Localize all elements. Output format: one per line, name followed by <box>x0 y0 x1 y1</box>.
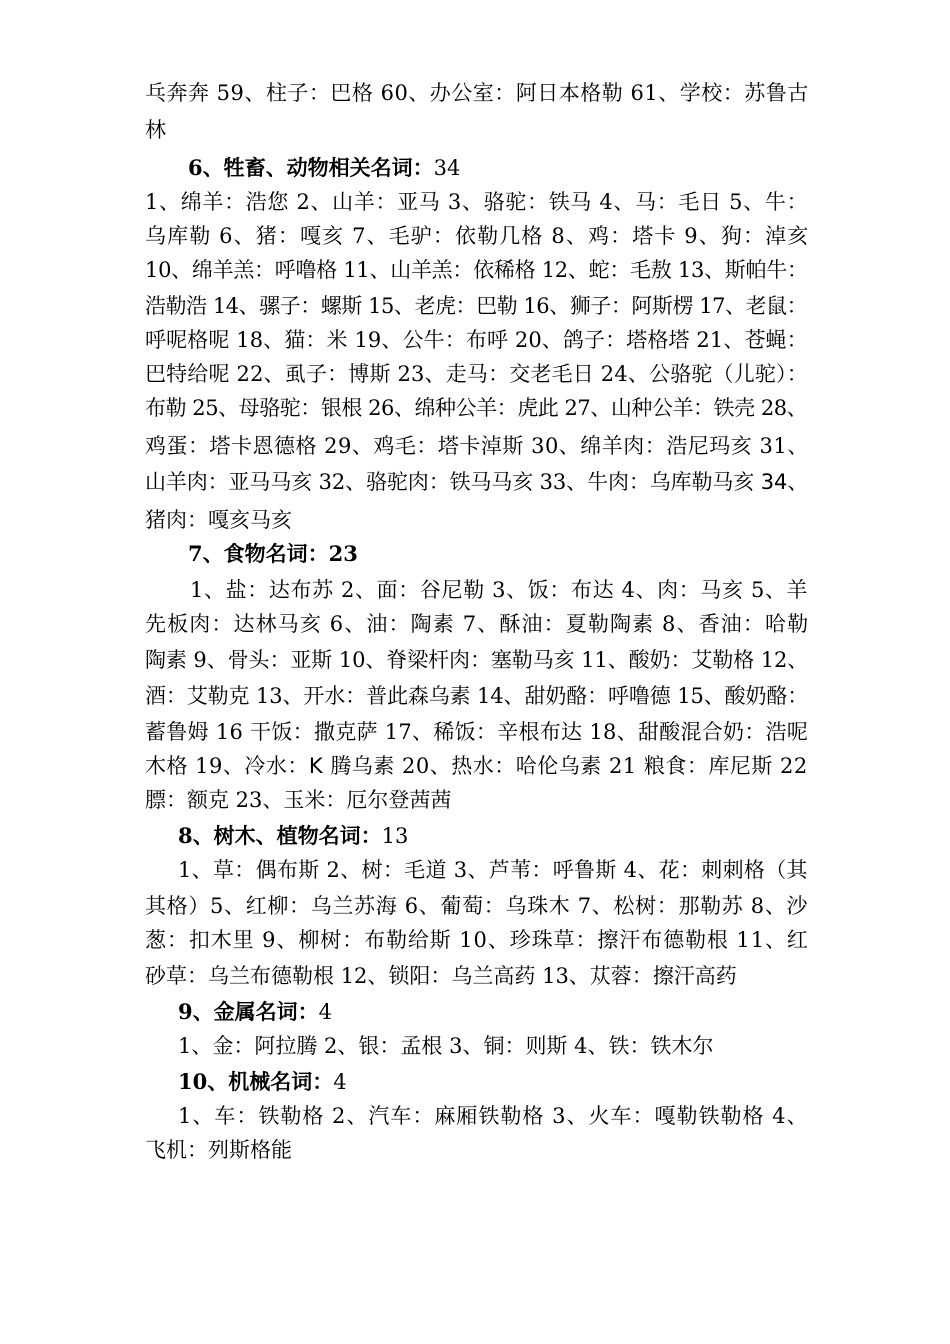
label-text: 7、松树： <box>570 894 679 918</box>
section-heading <box>188 150 460 186</box>
label-text: 3、铜： <box>442 1034 526 1058</box>
label-text: 3、饭： <box>484 578 571 602</box>
label-text: 2、汽车： <box>324 1104 435 1128</box>
transliteration-text: 毛敖 <box>630 258 672 282</box>
transliteration-text: 则斯 <box>525 1034 568 1058</box>
transliteration-text: 厄尔登茜茜 <box>346 788 452 812</box>
transliteration-text: 林 <box>145 118 166 142</box>
transliteration-text: 塔卡恩德格 <box>209 434 317 458</box>
transliteration-text: 达林马亥 <box>233 612 322 636</box>
label-text: 9、柳树： <box>254 928 365 952</box>
heading-text: 9、金属名词： <box>178 999 319 1024</box>
transliteration-text: 普此森乌素 <box>366 684 471 708</box>
transliteration-text: 布勒给斯 <box>364 928 452 952</box>
heading-text: 10、机械名词： <box>178 1069 334 1094</box>
transliteration-text: 呼鲁斯 <box>552 858 617 882</box>
transliteration-text: 铁马马亥 <box>449 470 534 494</box>
label-text: 16 干饭： <box>208 720 314 744</box>
transliteration-text: 陶素 <box>410 612 455 636</box>
transliteration-text: 亚马马亥 <box>228 470 313 494</box>
transliteration-text: 辛根布达 <box>497 720 583 744</box>
transliteration-text: 孟根 <box>400 1034 443 1058</box>
transliteration-text: 博斯 <box>348 362 391 386</box>
transliteration-text: 乌库勒马亥 34、 <box>649 470 809 494</box>
heading-text: 8、树木、植物名词： <box>178 823 382 848</box>
transliteration-text: 谷尼勒 <box>419 578 485 602</box>
label-text: 10、珍珠草： <box>451 928 598 952</box>
transliteration-text: 麻厢铁勒格 <box>434 1104 545 1128</box>
label-text: 27、山种公羊： <box>558 396 714 420</box>
text-line <box>145 922 809 958</box>
transliteration-text: 乓奔奔 <box>145 81 210 105</box>
section-heading <box>178 994 332 1030</box>
transliteration-text: 布达 <box>570 578 615 602</box>
transliteration-text: 布呼 <box>465 328 509 352</box>
label-text: 19、冷水： <box>188 754 309 778</box>
text-line <box>145 112 166 148</box>
count-text: 4 <box>333 1070 347 1094</box>
transliteration-text: 扣木里 <box>188 928 255 952</box>
label-text: 10、脊梁杆肉： <box>332 648 491 672</box>
label-text: 2、树： <box>319 858 405 882</box>
label-text: 61、学校： <box>623 81 745 105</box>
transliteration-text: 阿斯楞 <box>631 294 693 318</box>
label-text: 11、山羊羔： <box>336 258 474 282</box>
label-text: 59、柱子： <box>209 81 331 105</box>
label-text: 6、猪： <box>211 224 301 248</box>
label-text: 7、毛驴： <box>344 224 456 248</box>
label-text: 酒： <box>145 684 187 708</box>
transliteration-text: 蓄鲁姆 <box>145 720 209 744</box>
label-text: 11、酸奶： <box>574 648 692 672</box>
transliteration-text: 巴格 <box>330 81 374 105</box>
section-heading <box>178 818 408 854</box>
label-text: 4、铁： <box>567 1034 651 1058</box>
transliteration-text: 呼噜德 <box>607 684 671 708</box>
transliteration-text: 夏勒陶素 <box>565 612 655 636</box>
text-line <box>145 782 451 818</box>
label-text: 18、甜酸混合奶： <box>582 720 766 744</box>
label-text: 9、骨头： <box>186 648 291 672</box>
transliteration-text: 撒克萨 <box>313 720 378 744</box>
text-line <box>145 678 808 714</box>
transliteration-text: 库尼斯 <box>708 754 773 778</box>
text-line <box>145 322 808 358</box>
label-text: 19、公牛： <box>347 328 466 352</box>
label-text: 21、苍蝇： <box>689 328 808 352</box>
transliteration-text: 额克 <box>187 788 229 812</box>
text-line <box>145 428 809 464</box>
transliteration-text: 偶布斯 <box>255 858 320 882</box>
transliteration-text: 巴特给呢 <box>145 362 230 386</box>
transliteration-text: 嘎勒铁勒格 <box>654 1104 765 1128</box>
label-text: 4、 <box>764 1104 809 1128</box>
label-text: 5、羊 <box>743 578 809 602</box>
count-text: 34 <box>433 156 461 180</box>
heading-text: 6、牲畜、动物相关名词： <box>188 155 434 180</box>
transliteration-text: 亚马 <box>397 190 441 214</box>
text-line <box>178 1098 809 1134</box>
text-line <box>145 606 809 642</box>
transliteration-text: 哈伦乌素 <box>515 754 602 778</box>
label-text: 6、油： <box>322 612 411 636</box>
transliteration-text: 塔格塔 <box>626 328 690 352</box>
label-text: 21 粮食： <box>601 754 709 778</box>
transliteration-text: 铁木尔 <box>650 1034 714 1058</box>
transliteration-text: K 腾乌素 <box>308 754 403 778</box>
transliteration-text: 巴勒 <box>476 294 518 318</box>
section-heading <box>178 1064 347 1100</box>
label-text: 11、红 <box>728 928 809 952</box>
text-line <box>145 252 808 288</box>
label-text: 22 <box>772 754 808 778</box>
label-text: 20、热水： <box>402 754 516 778</box>
label-text: 26、绵种公羊： <box>361 396 518 420</box>
label-text: 16、狮子： <box>517 294 632 318</box>
text-line <box>145 218 809 254</box>
transliteration-text: 米 <box>326 328 348 352</box>
label-text: 1、草： <box>178 858 256 882</box>
text-line <box>145 184 808 220</box>
text-line <box>145 75 809 111</box>
text-line <box>178 852 808 888</box>
label-text: 25、母骆驼： <box>186 396 321 420</box>
transliteration-text: 塔卡淖斯 <box>437 434 524 458</box>
label-text: 鸡蛋： <box>145 434 210 458</box>
transliteration-text: 其格） <box>145 894 210 918</box>
transliteration-text: 银根 <box>320 396 362 420</box>
transliteration-text: 铁马 <box>548 190 593 214</box>
transliteration-text: 木格 <box>145 754 188 778</box>
label-text: 30、绵羊肉： <box>523 434 667 458</box>
transliteration-text: 那勒苏 <box>678 894 744 918</box>
text-line <box>190 572 808 608</box>
label-text: 7、酥油： <box>454 612 566 636</box>
transliteration-text: 浩您 <box>245 190 290 214</box>
transliteration-text: 呼呢格呢 <box>145 328 230 352</box>
label-text: 猪肉： <box>145 508 208 532</box>
label-text: 2、山羊： <box>289 190 398 214</box>
transliteration-text: 擦汗高药 <box>652 964 737 988</box>
label-text: 33、牛肉： <box>533 470 650 494</box>
label-text: 22、虱子： <box>229 362 349 386</box>
transliteration-text: 亚斯 <box>290 648 333 672</box>
label-text: 4、肉： <box>614 578 701 602</box>
transliteration-text: 呼噜格 <box>274 258 337 282</box>
label-text: 17、稀饭： <box>377 720 498 744</box>
transliteration-text: 苏鲁古 <box>744 81 809 105</box>
label-text: 3、芦苇： <box>446 858 553 882</box>
text-line <box>178 1028 714 1064</box>
transliteration-text: 哈勒 <box>765 612 810 636</box>
transliteration-text: 阿日本格勒 <box>515 81 624 105</box>
transliteration-text: 艾勒格 <box>691 648 755 672</box>
transliteration-text: 依稀格 <box>473 258 536 282</box>
text-line <box>145 464 808 500</box>
transliteration-text: 嘎亥马亥 <box>208 508 292 532</box>
transliteration-text: 铁壳 <box>713 396 755 420</box>
count-text: 13 <box>381 824 409 848</box>
count-text: 23 <box>328 541 358 566</box>
transliteration-text: 淖亥 <box>765 224 810 248</box>
transliteration-text: 乌兰高药 <box>451 964 536 988</box>
transliteration-text: 乌珠木 <box>505 894 571 918</box>
label-text: 12、锁阳： <box>334 964 452 988</box>
count-text: 4 <box>318 1000 332 1024</box>
transliteration-text: 阿拉腾 <box>254 1034 318 1058</box>
text-line <box>145 356 808 392</box>
label-text: 20、鸽子： <box>508 328 627 352</box>
label-text: 1、盐： <box>190 578 269 602</box>
transliteration-text: 布勒 <box>145 396 187 420</box>
label-text: 8、沙 <box>743 894 809 918</box>
transliteration-text: 毛道 <box>404 858 447 882</box>
text-line <box>145 390 807 426</box>
label-text: 8、香油： <box>654 612 766 636</box>
label-text: 山羊肉： <box>145 470 229 494</box>
transliteration-text: 浩尼玛亥 <box>666 434 753 458</box>
label-text: 2、面： <box>333 578 420 602</box>
transliteration-text: 交老毛日 <box>509 362 594 386</box>
label-text: 29、鸡毛： <box>317 434 438 458</box>
transliteration-text: 艾勒克 <box>186 684 250 708</box>
label-text: 3、火车： <box>544 1104 655 1128</box>
label-text: 9、狗： <box>676 224 766 248</box>
transliteration-text: 乌兰苏海 <box>310 894 398 918</box>
label-text: 13、苁蓉： <box>535 964 653 988</box>
transliteration-text: 塔卡 <box>632 224 677 248</box>
text-line <box>145 958 737 994</box>
text-line <box>145 748 808 784</box>
label-text: 23、玉米： <box>229 788 347 812</box>
label-text: 8、鸡： <box>543 224 633 248</box>
transliteration-text: 螺斯 <box>320 294 362 318</box>
label-text: 膘： <box>145 788 187 812</box>
label-text: 18、猫： <box>229 328 327 352</box>
label-text: 3、骆驼： <box>440 190 549 214</box>
label-text: 4、花： <box>616 858 702 882</box>
text-line <box>145 288 807 324</box>
label-text: 60、办公室： <box>373 81 516 105</box>
label-text: 6、葡萄： <box>397 894 506 918</box>
transliteration-text: 马亥 <box>700 578 744 602</box>
label-text: 5、红柳： <box>210 894 311 918</box>
text-line <box>145 714 808 750</box>
transliteration-text: 塞勒马亥 <box>490 648 575 672</box>
label-text: 10、绵羊羔： <box>145 258 275 282</box>
section-heading <box>188 536 358 572</box>
heading-text: 7、食物名词： <box>188 541 329 566</box>
label-text: 1、车： <box>178 1104 259 1128</box>
transliteration-text: 嘎亥 <box>300 224 345 248</box>
transliteration-text: 陶素 <box>145 648 187 672</box>
transliteration-text: 擦汗布德勒根 <box>597 928 729 952</box>
label-text: 砂草： <box>145 964 208 988</box>
label-text: 4、马： <box>592 190 679 214</box>
transliteration-text: 虎此 <box>517 396 559 420</box>
transliteration-text: 浩呢 <box>765 720 809 744</box>
transliteration-text: 刺刺格（其 <box>701 858 808 882</box>
transliteration-text: 达布苏 <box>268 578 334 602</box>
transliteration-text: 依勒几格 <box>455 224 544 248</box>
label-text: 2、银： <box>317 1034 401 1058</box>
label-text: 17、老鼠： <box>693 294 808 318</box>
label-text: 24、公骆驼（儿驼）： <box>593 362 808 386</box>
transliteration-text: 铁勒格 <box>258 1104 325 1128</box>
label-text: 14、骡子： <box>206 294 321 318</box>
text-line <box>145 642 808 678</box>
transliteration-text: 乌库勒 <box>145 224 212 248</box>
label-text: 先板肉： <box>145 612 234 636</box>
label-text: 5、牛： <box>721 190 809 214</box>
label-text: 12、 <box>754 648 809 672</box>
label-text: 葱： <box>145 928 189 952</box>
text-line <box>145 888 808 924</box>
transliteration-text: 毛日 <box>678 190 722 214</box>
label-text: 31、 <box>752 434 809 458</box>
transliteration-text: 列斯格能 <box>208 1138 292 1162</box>
label-text: 13、斯帕牛： <box>671 258 808 282</box>
label-text: 14、甜奶酪： <box>470 684 608 708</box>
transliteration-text: 乌兰布德勒根 <box>208 964 334 988</box>
label-text: 1、金： <box>178 1034 255 1058</box>
transliteration-text: 浩勒浩 <box>145 294 207 318</box>
label-text: 32、骆驼肉： <box>312 470 450 494</box>
label-text: 12、蛇： <box>535 258 631 282</box>
text-line <box>145 1132 292 1168</box>
label-text: 23、走马： <box>390 362 510 386</box>
label-text: 飞机： <box>145 1138 208 1162</box>
label-text: 28、 <box>754 396 808 420</box>
label-text: 15、老虎： <box>361 294 477 318</box>
text-line <box>145 502 292 538</box>
label-text: 15、酸奶酪： <box>670 684 809 708</box>
label-text: 1、绵羊： <box>145 190 246 214</box>
label-text: 13、开水： <box>249 684 367 708</box>
